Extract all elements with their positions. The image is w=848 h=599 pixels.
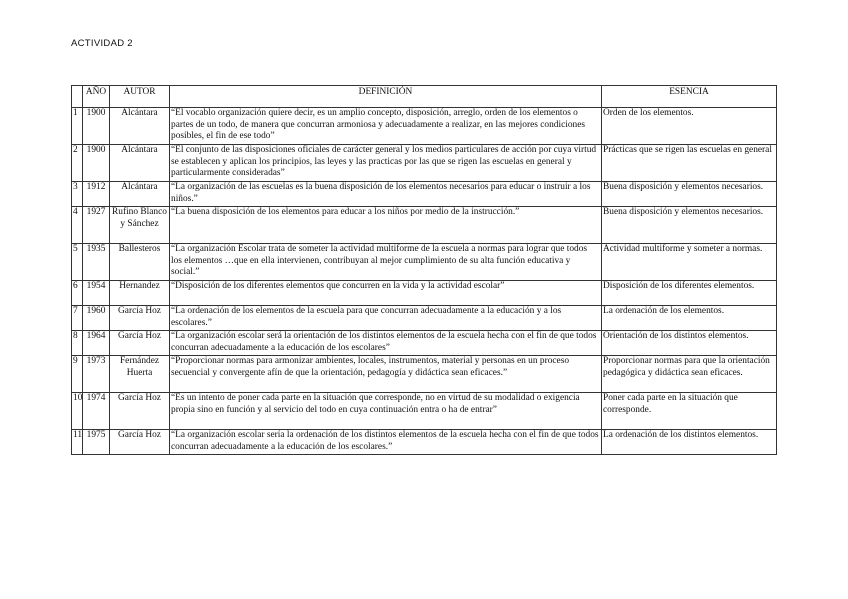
row-year: 1912: [83, 182, 110, 207]
row-essence: La ordenación de los elementos.: [602, 306, 777, 331]
row-author: García Hoz: [110, 331, 170, 356]
row-definition: “El conjunto de las disposiciones oficiales de carácter general y los medios particulares de acción por cuya virtud se establecen y aplican los principios, las leyes y las practicas por las que se rigen las escuelas en general y particularmente consideradas”: [170, 145, 602, 182]
row-essence: Prácticas que se rigen las escuelas en general: [602, 145, 777, 182]
row-definition: “Disposición de los diferentes elementos que concurren en la vida y la actividad escolar”: [170, 281, 602, 306]
row-year: 1960: [83, 306, 110, 331]
row-year: 1974: [83, 393, 110, 430]
row-year: 1927: [83, 207, 110, 244]
table-row: [72, 244, 777, 281]
header-author: AUTOR: [110, 86, 170, 108]
row-year: 1935: [83, 244, 110, 281]
row-author: Fernández Huerta: [110, 356, 170, 393]
table-row: [72, 281, 777, 306]
row-number: 9: [72, 356, 83, 393]
row-definition: “La organización escolar será la orientación de los distintos elementos de la escuela hecha con el fin de que todos concurran adecuadamente a la educación de los escolares”: [170, 331, 602, 356]
header-essence: ESENCIA: [602, 86, 777, 108]
row-essence: Orientación de los distintos elementos.: [602, 331, 777, 356]
row-author: Ballesteros: [110, 244, 170, 281]
row-essence: Orden de los elementos.: [602, 108, 777, 145]
row-essence: Proporcionar normas para que la orientación pedagógica y didáctica sean eficaces.: [602, 356, 777, 393]
row-essence: Actividad multiforme y someter a normas.: [602, 244, 777, 281]
row-number: 7: [72, 306, 83, 331]
table-row: [72, 108, 777, 145]
table-row: [72, 331, 777, 356]
row-year: 1973: [83, 356, 110, 393]
row-number: 1: [72, 108, 83, 145]
table-row: [72, 207, 777, 244]
table-row: [72, 306, 777, 331]
row-number: 6: [72, 281, 83, 306]
row-definition: “La organización de las escuelas es la buena disposición de los elementos necesarios para educar o instruir a los niños.”: [170, 182, 602, 207]
row-author: Alcántara: [110, 145, 170, 182]
header-definition: DEFINICIÓN: [170, 86, 602, 108]
header-number: [72, 86, 83, 108]
row-definition: “La organización Escolar trata de someter la actividad multiforme de la escuela a normas para lograr que todos los elementos …que en ella intervienen, contribuyan al mejor cumplimiento de su alta función educativa y social.”: [170, 244, 602, 281]
row-definition: “La ordenación de los elementos de la escuela para que concurran adecuadamente a la educación y a los escolares.”: [170, 306, 602, 331]
row-author: García Hoz: [110, 430, 170, 455]
row-author: Hernandez: [110, 281, 170, 306]
row-essence: Disposición de los diferentes elementos.: [602, 281, 777, 306]
row-author: Rufino Blanco y Sánchez: [110, 207, 170, 244]
table-row: [72, 145, 777, 182]
row-author: Alcántara: [110, 108, 170, 145]
row-author: Alcántara: [110, 182, 170, 207]
row-definition: “Proporcionar normas para armonizar ambientes, locales, instrumentos, material y personas en un proceso secuencial y convergente afín de que la orientación, pedagogía y didáctica sean eficaces.”: [170, 356, 602, 393]
row-number: 4: [72, 207, 83, 244]
row-essence: La ordenación de los distintos elementos.: [602, 430, 777, 455]
row-number: 10: [72, 393, 83, 430]
definitions-table: [71, 85, 777, 455]
row-year: 1964: [83, 331, 110, 356]
header-year: AÑO: [83, 86, 110, 108]
row-year: 1975: [83, 430, 110, 455]
row-essence: Poner cada parte en la situación que corresponde.: [602, 393, 777, 430]
row-number: 11: [72, 430, 83, 455]
row-definition: “Es un intento de poner cada parte en la situación que corresponde, no en virtud de su modalidad o exigencia propia sino en función y al servicio del todo en cuya continuación entra o ha de entrar”: [170, 393, 602, 430]
row-author: García Hoz: [110, 393, 170, 430]
page-title: ACTIVIDAD 2: [71, 38, 133, 49]
table-row: [72, 430, 777, 455]
row-essence: Buena disposición y elementos necesarios.: [602, 182, 777, 207]
row-number: 5: [72, 244, 83, 281]
table-row: [72, 182, 777, 207]
row-essence: Buena disposición y elementos necesarios.: [602, 207, 777, 244]
table-header-row: [72, 86, 777, 108]
row-year: 1954: [83, 281, 110, 306]
table-row: [72, 356, 777, 393]
row-definition: “El vocablo organización quiere decir, es un amplio concepto, disposición, arreglo, orden de los elementos o partes de un todo, de manera que concurran armoniosa y adecuadamente a realizar, en las mejores condiciones posibles, el fin de ese todo”: [170, 108, 602, 145]
table-row: [72, 393, 777, 430]
row-year: 1900: [83, 145, 110, 182]
row-definition: “La organización escolar sería la ordenación de los distintos elementos de la escuela hecha con el fin de que todos concurran adecuadamente a la educación de los escolares.”: [170, 430, 602, 455]
row-definition: “La buena disposición de los elementos para educar a los niños por medio de la instrucción.”: [170, 207, 602, 244]
row-number: 8: [72, 331, 83, 356]
row-year: 1900: [83, 108, 110, 145]
row-author: García Hoz: [110, 306, 170, 331]
row-number: 2: [72, 145, 83, 182]
row-number: 3: [72, 182, 83, 207]
